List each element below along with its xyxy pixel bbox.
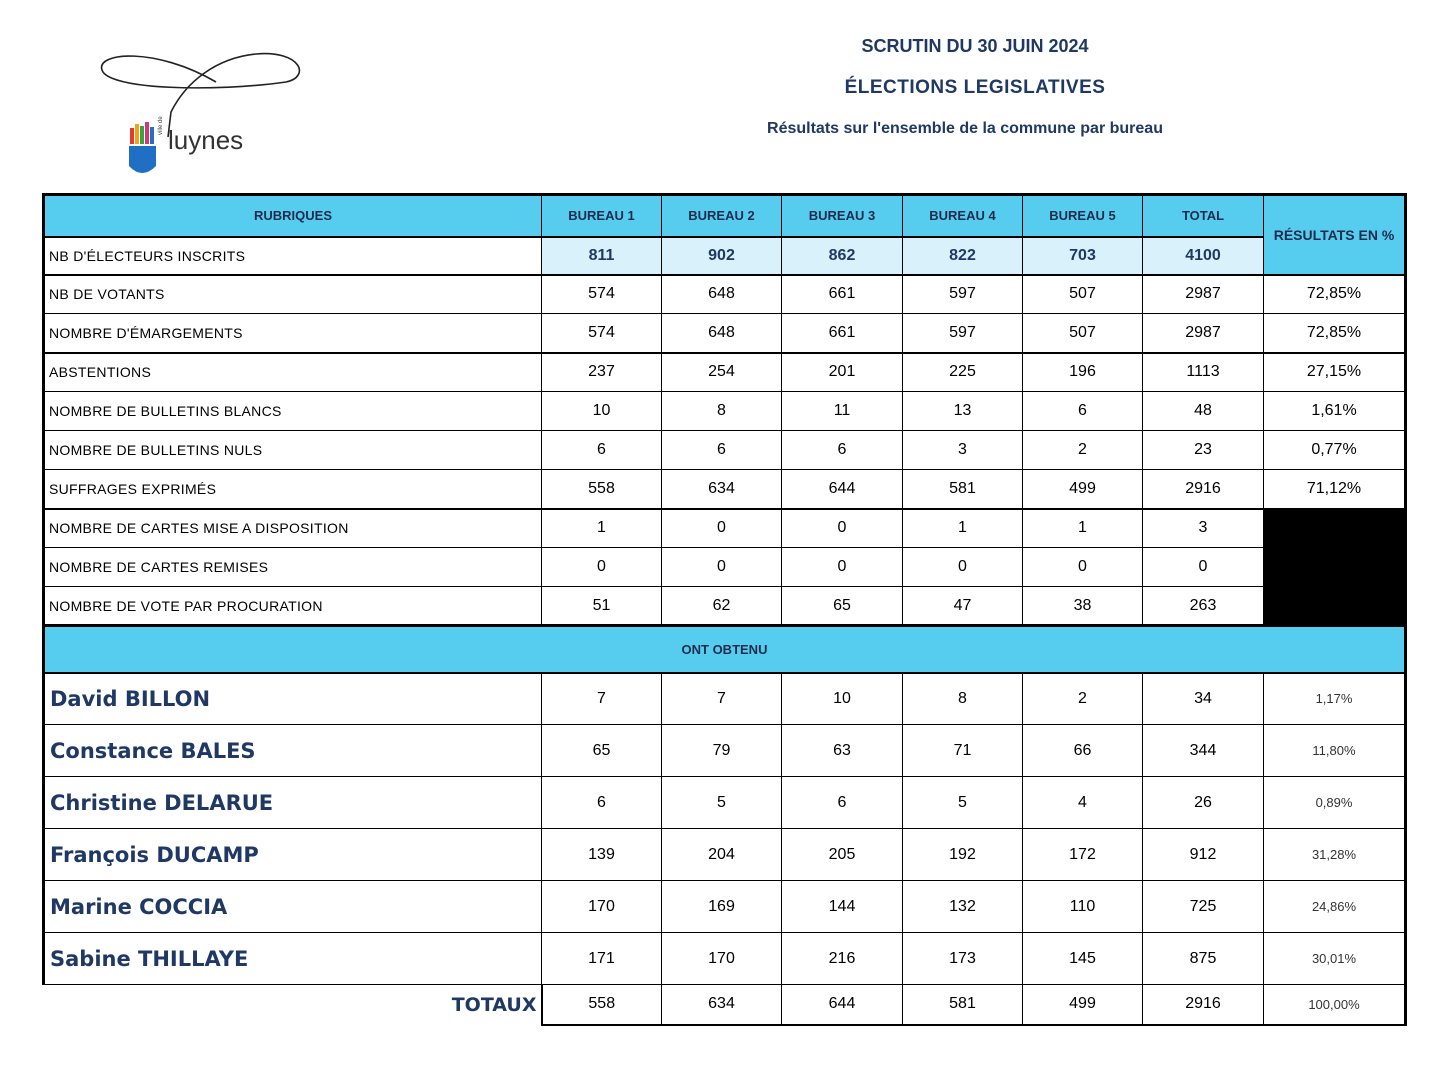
cell-value: 597 [903,314,1023,353]
cell-total: 26 [1143,777,1264,829]
cell-value: 6 [782,777,903,829]
cell-value: 192 [903,829,1023,881]
cell-value: 902 [662,237,782,275]
cell-value: 204 [662,829,782,881]
cell-value: 172 [1023,829,1143,881]
cell-percent: 1,61% [1264,392,1406,431]
cell-value: 648 [662,314,782,353]
cell-value: 822 [903,237,1023,275]
table-row [44,392,1406,431]
cell-value: 1 [1023,509,1143,548]
cell-value: 139 [542,829,662,881]
cell-value: 132 [903,881,1023,933]
cell-percent: 1,17% [1264,673,1406,725]
cell-value: 225 [903,353,1023,392]
candidate-row [44,933,1406,985]
cell-total: 1113 [1143,353,1264,392]
cell-value: 7 [542,673,662,725]
cell-value: 254 [662,353,782,392]
cell-value: 0 [782,548,903,587]
luynes-logo [96,42,306,182]
cell-value: 2 [1023,673,1143,725]
table-row [44,237,1406,275]
candidate-name: Sabine THILLAYE [44,933,542,985]
logo-graphic [96,42,306,182]
cell-value: 196 [1023,353,1143,392]
cell-value: 63 [782,725,903,777]
cell-value: 1 [542,509,662,548]
cell-value: 10 [542,392,662,431]
row-label: NB DE VOTANTS [44,275,542,314]
cell-total: 3 [1143,509,1264,548]
cell-value: 558 [542,470,662,509]
cell-percent: 71,12% [1264,470,1406,509]
cell-value: 499 [1023,985,1143,1025]
page-subtitle: ÉLECTIONS LEGISLATIVES [844,77,1106,98]
cell-value: 201 [782,353,903,392]
cell-percent: 30,01% [1264,933,1406,985]
candidate-row [44,777,1406,829]
cell-total: 4100 [1143,237,1264,275]
cell-value: 38 [1023,587,1143,626]
cell-value: 7 [662,673,782,725]
cell-total: 344 [1143,725,1264,777]
page-caption: Résultats sur l'ensemble de la commune par bureau [767,120,1163,137]
cell-value: 0 [1023,548,1143,587]
row-label: ABSTENTIONS [44,353,542,392]
table-row [44,470,1406,509]
cell-total: 2916 [1143,470,1264,509]
cell-value: 4 [1023,777,1143,829]
cell-value: 581 [903,470,1023,509]
table-row [44,275,1406,314]
col-header-bureau-5: BUREAU 5 [1023,195,1143,237]
cell-value: 648 [662,275,782,314]
blacked-out-cell [1264,509,1406,626]
col-header-bureau-2: BUREAU 2 [662,195,782,237]
cell-value: 6 [542,777,662,829]
col-header-resultats: RÉSULTATS EN % [1264,195,1406,275]
cell-value: 66 [1023,725,1143,777]
cell-value: 79 [662,725,782,777]
cell-value: 661 [782,314,903,353]
cell-value: 0 [542,548,662,587]
cell-value: 170 [662,933,782,985]
page-title: SCRUTIN DU 30 JUIN 2024 [861,36,1089,56]
svg-text:ville de: ville de [158,116,164,135]
svg-text:luynes: luynes [168,125,244,155]
candidate-name: François DUCAMP [44,829,542,881]
cell-value: 5 [903,777,1023,829]
cell-total: 875 [1143,933,1264,985]
cell-value: 6 [1023,392,1143,431]
col-header-total: TOTAL [1143,195,1264,237]
candidate-row [44,725,1406,777]
cell-value: 71 [903,725,1023,777]
cell-value: 0 [782,509,903,548]
table-row [44,548,1406,587]
col-header-rubriques: RUBRIQUES [44,195,542,237]
row-label: NB D'ÉLECTEURS INSCRITS [44,237,542,275]
table-row [44,431,1406,470]
cell-value: 0 [662,509,782,548]
table-row [44,509,1406,548]
candidate-row [44,673,1406,725]
col-header-bureau-1: BUREAU 1 [542,195,662,237]
cell-percent: 24,86% [1264,881,1406,933]
cell-value: 644 [782,985,903,1025]
cell-percent: 72,85% [1264,275,1406,314]
table-header-row [44,195,1406,237]
totals-label: TOTAUX [451,993,537,1016]
cell-value: 6 [662,431,782,470]
cell-value: 5 [662,777,782,829]
cell-total: 2987 [1143,314,1264,353]
cell-value: 507 [1023,275,1143,314]
cell-total: 263 [1143,587,1264,626]
cell-value: 145 [1023,933,1143,985]
row-label: NOMBRE DE CARTES MISE A DISPOSITION [44,509,542,548]
row-label: NOMBRE DE BULLETINS NULS [44,431,542,470]
section-label-ont-obtenu: ONT OBTENU [44,626,1406,673]
cell-value: 581 [903,985,1023,1025]
table-row [44,314,1406,353]
cell-value: 8 [662,392,782,431]
cell-value: 507 [1023,314,1143,353]
cell-value: 644 [782,470,903,509]
cell-value: 0 [662,548,782,587]
cell-percent: 72,85% [1264,314,1406,353]
table-row [44,587,1406,626]
row-label: NOMBRE D'ÉMARGEMENTS [44,314,542,353]
cell-total: 725 [1143,881,1264,933]
cell-total: 912 [1143,829,1264,881]
cell-value: 499 [1023,470,1143,509]
cell-percent: 0,77% [1264,431,1406,470]
cell-value: 170 [542,881,662,933]
table-row [44,353,1406,392]
row-label: SUFFRAGES EXPRIMÉS [44,470,542,509]
totals-row [44,985,1406,1025]
cell-total: 2916 [1143,985,1264,1025]
cell-value: 597 [903,275,1023,314]
cell-value: 574 [542,275,662,314]
cell-value: 6 [542,431,662,470]
candidate-name: David BILLON [44,673,542,725]
cell-value: 10 [782,673,903,725]
cell-value: 661 [782,275,903,314]
cell-percent: 31,28% [1264,829,1406,881]
candidate-row [44,829,1406,881]
cell-value: 811 [542,237,662,275]
cell-value: 8 [903,673,1023,725]
cell-total: 0 [1143,548,1264,587]
cell-value: 169 [662,881,782,933]
cell-total: 34 [1143,673,1264,725]
cell-value: 173 [903,933,1023,985]
cell-total: 48 [1143,392,1264,431]
cell-value: 862 [782,237,903,275]
cell-value: 6 [782,431,903,470]
cell-value: 47 [903,587,1023,626]
col-header-bureau-4: BUREAU 4 [903,195,1023,237]
candidate-name: Marine COCCIA [44,881,542,933]
cell-value: 110 [1023,881,1143,933]
section-header-row [44,626,1406,673]
cell-value: 1 [903,509,1023,548]
cell-value: 237 [542,353,662,392]
cell-percent: 11,80% [1264,725,1406,777]
row-label: NOMBRE DE VOTE PAR PROCURATION [44,587,542,626]
cell-value: 2 [1023,431,1143,470]
cell-percent: 0,89% [1264,777,1406,829]
candidate-name: Constance BALES [44,725,542,777]
cell-percent: 27,15% [1264,353,1406,392]
results-table [42,193,1407,1026]
cell-value: 0 [903,548,1023,587]
cell-value: 144 [782,881,903,933]
cell-value: 634 [662,985,782,1025]
cell-value: 703 [1023,237,1143,275]
cell-value: 11 [782,392,903,431]
col-header-bureau-3: BUREAU 3 [782,195,903,237]
cell-value: 205 [782,829,903,881]
cell-value: 62 [662,587,782,626]
row-label: NOMBRE DE CARTES REMISES [44,548,542,587]
candidate-row [44,881,1406,933]
cell-percent: 100,00% [1264,985,1406,1025]
cell-value: 3 [903,431,1023,470]
cell-value: 65 [542,725,662,777]
cell-total: 2987 [1143,275,1264,314]
cell-value: 558 [542,985,662,1025]
cell-value: 65 [782,587,903,626]
candidate-name: Christine DELARUE [44,777,542,829]
row-label: NOMBRE DE BULLETINS BLANCS [44,392,542,431]
cell-value: 216 [782,933,903,985]
cell-value: 171 [542,933,662,985]
cell-value: 574 [542,314,662,353]
cell-total: 23 [1143,431,1264,470]
cell-value: 634 [662,470,782,509]
cell-value: 51 [542,587,662,626]
cell-value: 13 [903,392,1023,431]
